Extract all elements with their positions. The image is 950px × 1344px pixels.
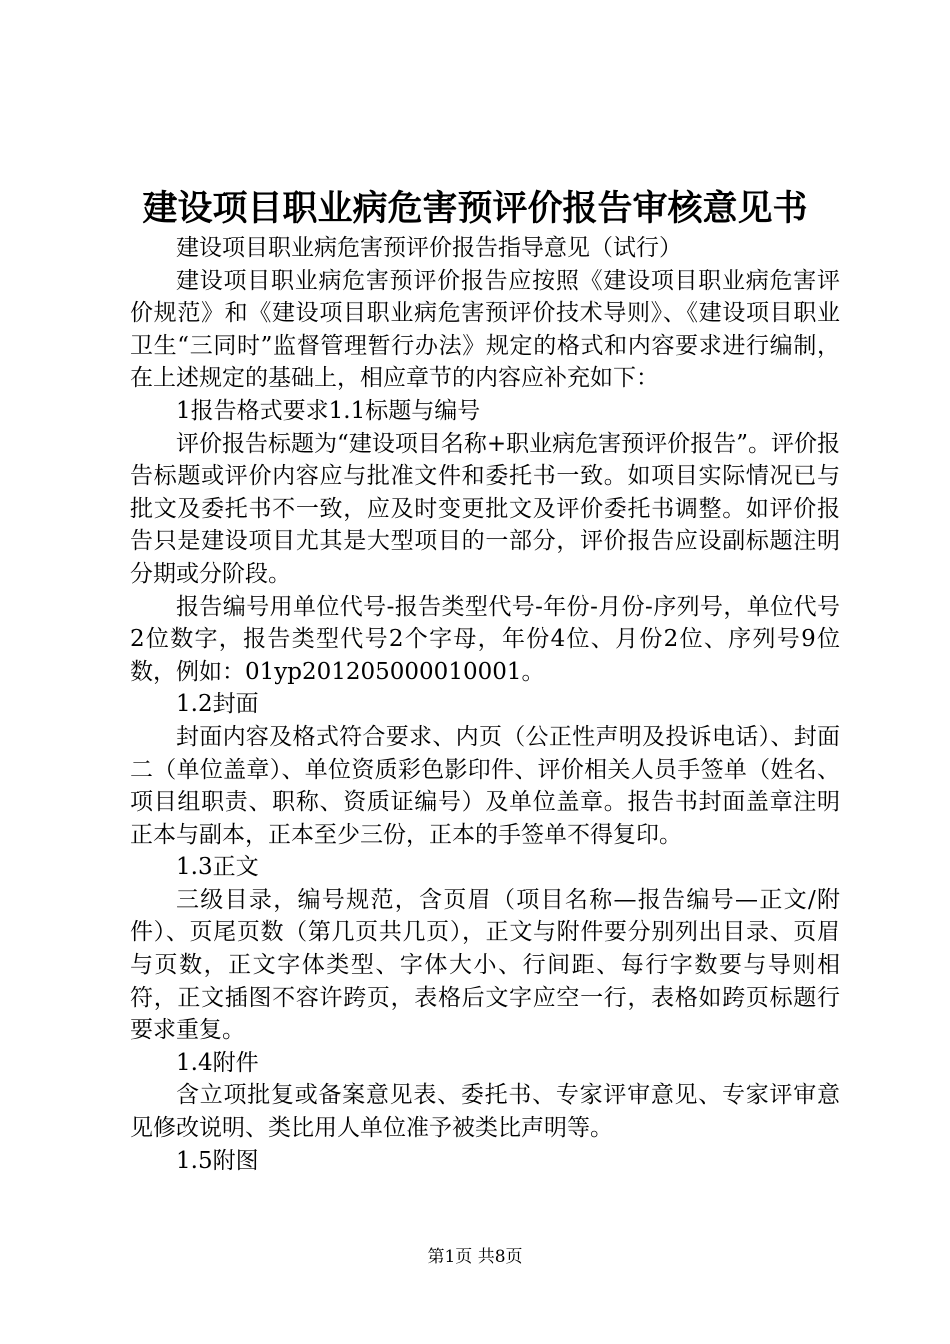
section-heading-1-3: 1.3正文: [176, 854, 259, 881]
section-heading-1-2: 1.2封面: [176, 691, 259, 718]
section-heading-1-5: 1.5附图: [176, 1147, 259, 1174]
paragraph-guideline-title: 建设项目职业病危害预评价报告指导意见（试行）: [176, 235, 682, 261]
document-title: 建设项目职业病危害预评价报告审核意见书: [142, 188, 808, 229]
paragraph-body-rules: 三级目录，编号规范，含页眉（项目名称—报告编号—正文/附件）、页尾页数（第几页共几页），正文与附件要分别列出目录、页眉与页数，正文字体类型、字体大小、行间距、每行字数要与导则相符，正文插图不容许跨页，表格后文字应空一行，表格如跨页标题行要求重复。: [130, 886, 840, 1044]
paragraph-cover-rules: 封面内容及格式符合要求、内页（公正性声明及投诉电话）、封面二（单位盖章）、单位资质彩色影印件、评价相关人员手签单（姓名、项目组职责、职称、资质证编号）及单位盖章。报告书封面盖章注明正本与副本，正本至少三份，正本的手签单不得复印。: [130, 723, 840, 848]
paragraph-title-rules: 评价报告标题为“建设项目名称+职业病危害预评价报告”。评价报告标题或评价内容应与批准文件和委托书一致。如项目实际情况已与批文及委托书不一致，应及时变更批文及评价委托书调整。如评价报告只是建设项目尤其是大型项目的一部分，评价报告应设副标题注明分期或分阶段。: [130, 430, 840, 587]
page-footer: 第1页 共8页: [427, 1247, 523, 1267]
paragraph-intro: 建设项目职业病危害预评价报告应按照《建设项目职业病危害评价规范》和《建设项目职业病危害预评价技术导则》、《建设项目职业卫生“三同时”监督管理暂行办法》规定的格式和内容要求进行编制，在上述规定的基础上，相应章节的内容应补充如下：: [130, 267, 840, 392]
paragraph-numbering-rules: 报告编号用单位代号-报告类型代号-年份-月份-序列号，单位代号2位数字，报告类型代号2个字母，年份4位、月份2位、序列号9位数，例如：01yp201205000010001。: [130, 593, 840, 685]
paragraph-attachment-rules: 含立项批复或备案意见表、委托书、专家评审意见、专家评审意见修改说明、类比用人单位准予被类比声明等。: [130, 1082, 840, 1142]
document-body: [130, 232, 840, 1177]
section-heading-1-4: 1.4附件: [176, 1049, 259, 1076]
section-heading-1-1: 1报告格式要求1.1标题与编号: [176, 397, 481, 424]
